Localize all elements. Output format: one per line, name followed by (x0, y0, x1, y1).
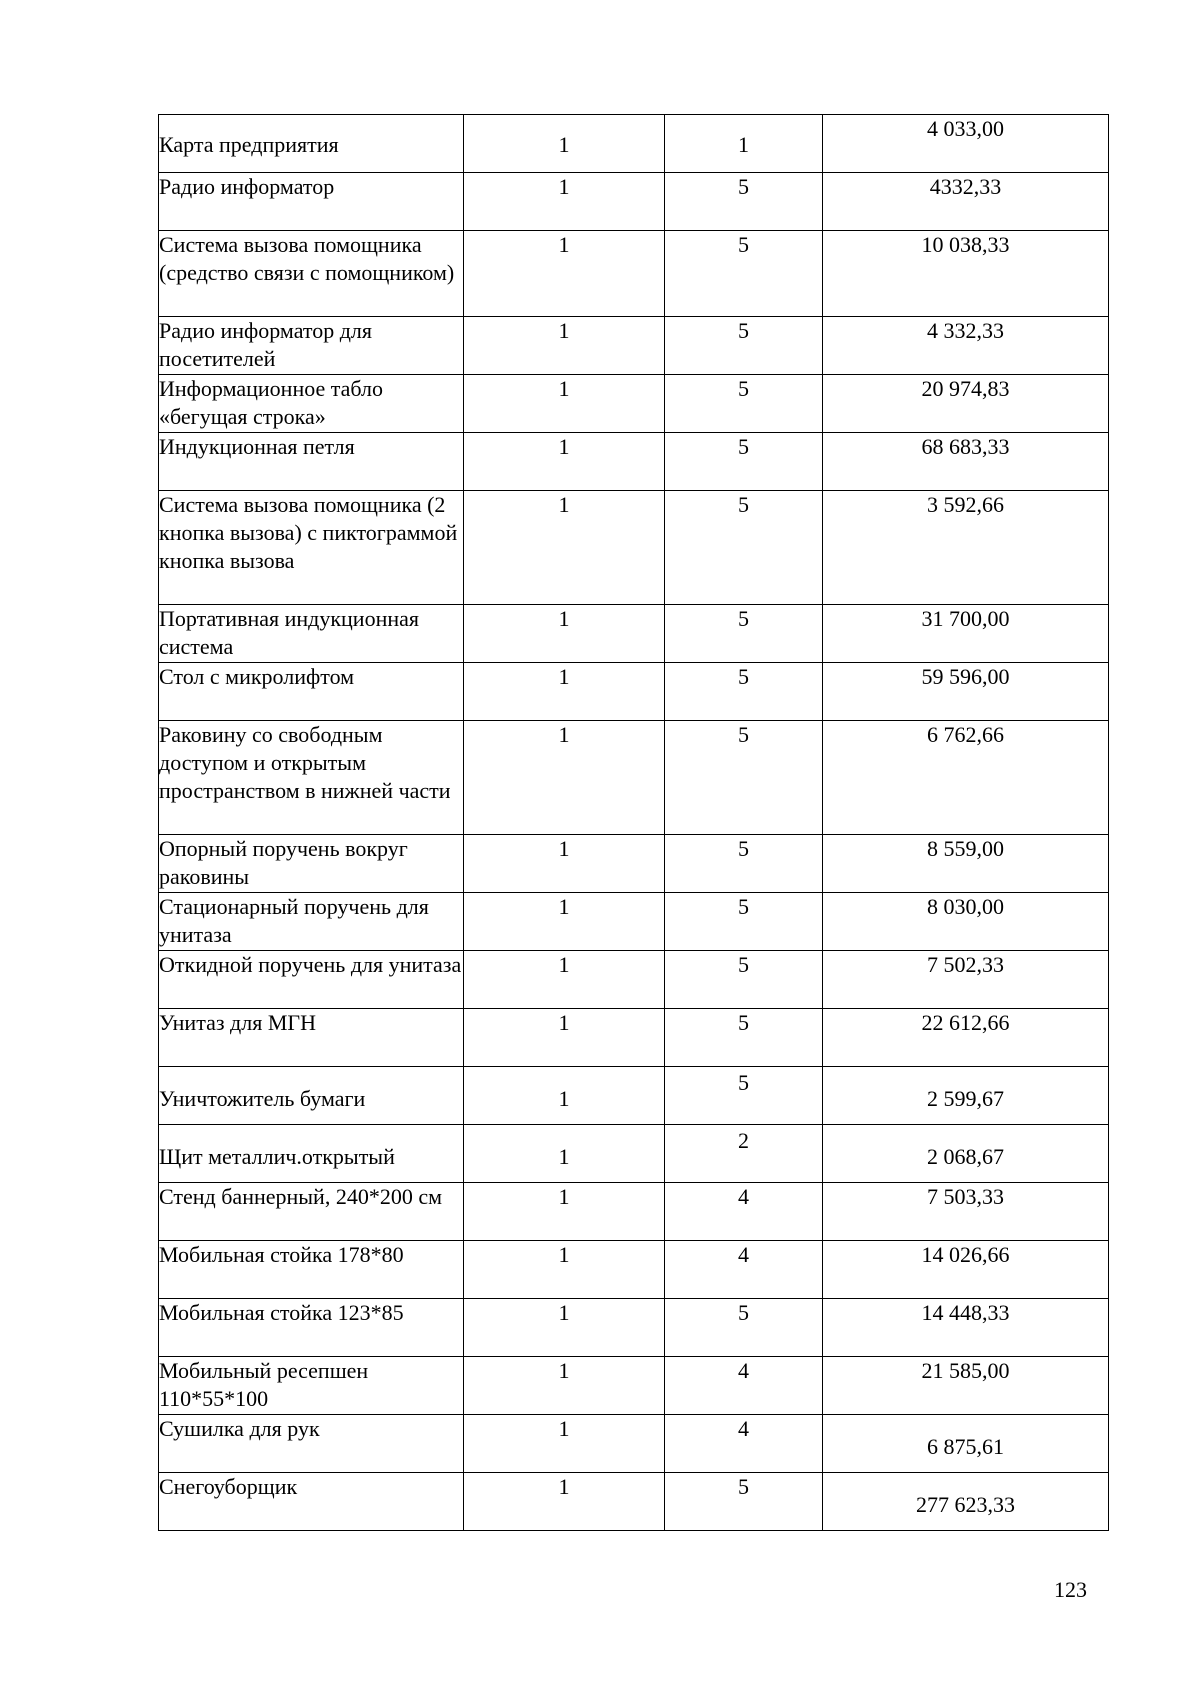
item-name: Опорный поручень вокруг раковины (159, 835, 464, 893)
item-name: Радио информатор (159, 173, 464, 231)
table-row (159, 173, 1109, 231)
item-price: 7 503,33 (823, 1183, 1109, 1241)
item-name: Щит металлич.открытый (159, 1125, 464, 1183)
item-price: 10 038,33 (823, 231, 1109, 317)
item-name: Мобильная стойка 123*85 (159, 1299, 464, 1357)
item-name: Система вызова помощника (2 кнопка вызова) с пиктограммой кнопка вызова (159, 491, 464, 605)
table-row (159, 605, 1109, 663)
item-quantity: 1 (464, 1009, 665, 1067)
item-quantity: 1 (464, 115, 665, 173)
item-name: Система вызова помощника (средство связи с помощником) (159, 231, 464, 317)
table-row (159, 1357, 1109, 1415)
item-price: 22 612,66 (823, 1009, 1109, 1067)
item-term: 5 (665, 173, 823, 231)
item-term: 1 (665, 115, 823, 173)
item-price: 68 683,33 (823, 433, 1109, 491)
table-row (159, 1415, 1109, 1473)
item-price: 4 033,00 (823, 115, 1109, 173)
item-quantity: 1 (464, 893, 665, 951)
item-quantity: 1 (464, 1183, 665, 1241)
item-name: Снегоуборщик (159, 1473, 464, 1531)
item-quantity: 1 (464, 317, 665, 375)
item-price: 4332,33 (823, 173, 1109, 231)
item-price: 31 700,00 (823, 605, 1109, 663)
item-quantity: 1 (464, 1415, 665, 1473)
item-price: 21 585,00 (823, 1357, 1109, 1415)
item-quantity: 1 (464, 1125, 665, 1183)
item-price: 2 068,67 (823, 1125, 1109, 1183)
item-term: 4 (665, 1241, 823, 1299)
table-row (159, 115, 1109, 173)
item-term: 5 (665, 491, 823, 605)
item-name: Индукционная петля (159, 433, 464, 491)
item-name: Унитаз для МГН (159, 1009, 464, 1067)
table-row (159, 491, 1109, 605)
item-price: 7 502,33 (823, 951, 1109, 1009)
item-quantity: 1 (464, 721, 665, 835)
item-term: 4 (665, 1183, 823, 1241)
table-row (159, 1067, 1109, 1125)
table-row (159, 375, 1109, 433)
item-term: 5 (665, 835, 823, 893)
item-price: 4 332,33 (823, 317, 1109, 375)
item-term: 2 (665, 1125, 823, 1183)
item-price: 8 030,00 (823, 893, 1109, 951)
item-quantity: 1 (464, 433, 665, 491)
item-price: 20 974,83 (823, 375, 1109, 433)
item-name: Мобильный ресепшен 110*55*100 (159, 1357, 464, 1415)
item-name: Радио информатор для посетителей (159, 317, 464, 375)
item-price: 2 599,67 (823, 1067, 1109, 1125)
item-term: 5 (665, 317, 823, 375)
item-term: 5 (665, 721, 823, 835)
item-quantity: 1 (464, 605, 665, 663)
item-name: Стенд баннерный, 240*200 см (159, 1183, 464, 1241)
item-quantity: 1 (464, 231, 665, 317)
item-term: 4 (665, 1357, 823, 1415)
item-quantity: 1 (464, 1473, 665, 1531)
item-name: Мобильная стойка 178*80 (159, 1241, 464, 1299)
item-quantity: 1 (464, 951, 665, 1009)
item-term: 5 (665, 433, 823, 491)
item-quantity: 1 (464, 173, 665, 231)
table-row (159, 231, 1109, 317)
item-name: Стол с микролифтом (159, 663, 464, 721)
item-name: Уничтожитель бумаги (159, 1067, 464, 1125)
table-row (159, 1473, 1109, 1531)
item-term: 5 (665, 951, 823, 1009)
page-number: 123 (1054, 1577, 1087, 1602)
table-row (159, 893, 1109, 951)
item-term: 5 (665, 375, 823, 433)
table-row (159, 951, 1109, 1009)
item-term: 5 (665, 605, 823, 663)
item-term: 5 (665, 663, 823, 721)
table-row (159, 721, 1109, 835)
item-price: 59 596,00 (823, 663, 1109, 721)
table-row (159, 663, 1109, 721)
item-quantity: 1 (464, 1067, 665, 1125)
table-row (159, 317, 1109, 375)
item-price: 277 623,33 (823, 1473, 1109, 1531)
item-price: 6 875,61 (823, 1415, 1109, 1473)
item-name: Информационное табло «бегущая строка» (159, 375, 464, 433)
item-quantity: 1 (464, 663, 665, 721)
item-quantity: 1 (464, 1357, 665, 1415)
table-row (159, 1009, 1109, 1067)
table-row (159, 1299, 1109, 1357)
item-price: 3 592,66 (823, 491, 1109, 605)
item-term: 4 (665, 1415, 823, 1473)
item-name: Сушилка для рук (159, 1415, 464, 1473)
item-quantity: 1 (464, 1299, 665, 1357)
item-term: 5 (665, 231, 823, 317)
equipment-table (158, 114, 1109, 1531)
item-quantity: 1 (464, 375, 665, 433)
item-term: 5 (665, 1009, 823, 1067)
item-price: 14 448,33 (823, 1299, 1109, 1357)
item-name: Портативная индукционная система (159, 605, 464, 663)
item-quantity: 1 (464, 835, 665, 893)
item-name: Раковину со свободным доступом и открытым пространством в нижней части (159, 721, 464, 835)
item-quantity: 1 (464, 491, 665, 605)
item-quantity: 1 (464, 1241, 665, 1299)
item-term: 5 (665, 893, 823, 951)
table-row (159, 433, 1109, 491)
table-row (159, 1125, 1109, 1183)
item-term: 5 (665, 1473, 823, 1531)
item-price: 8 559,00 (823, 835, 1109, 893)
item-price: 6 762,66 (823, 721, 1109, 835)
table-row (159, 1241, 1109, 1299)
table-row (159, 1183, 1109, 1241)
item-name: Карта предприятия (159, 115, 464, 173)
item-price: 14 026,66 (823, 1241, 1109, 1299)
table-row (159, 835, 1109, 893)
item-term: 5 (665, 1299, 823, 1357)
item-name: Откидной поручень для унитаза (159, 951, 464, 1009)
item-name: Стационарный поручень для унитаза (159, 893, 464, 951)
item-term: 5 (665, 1067, 823, 1125)
